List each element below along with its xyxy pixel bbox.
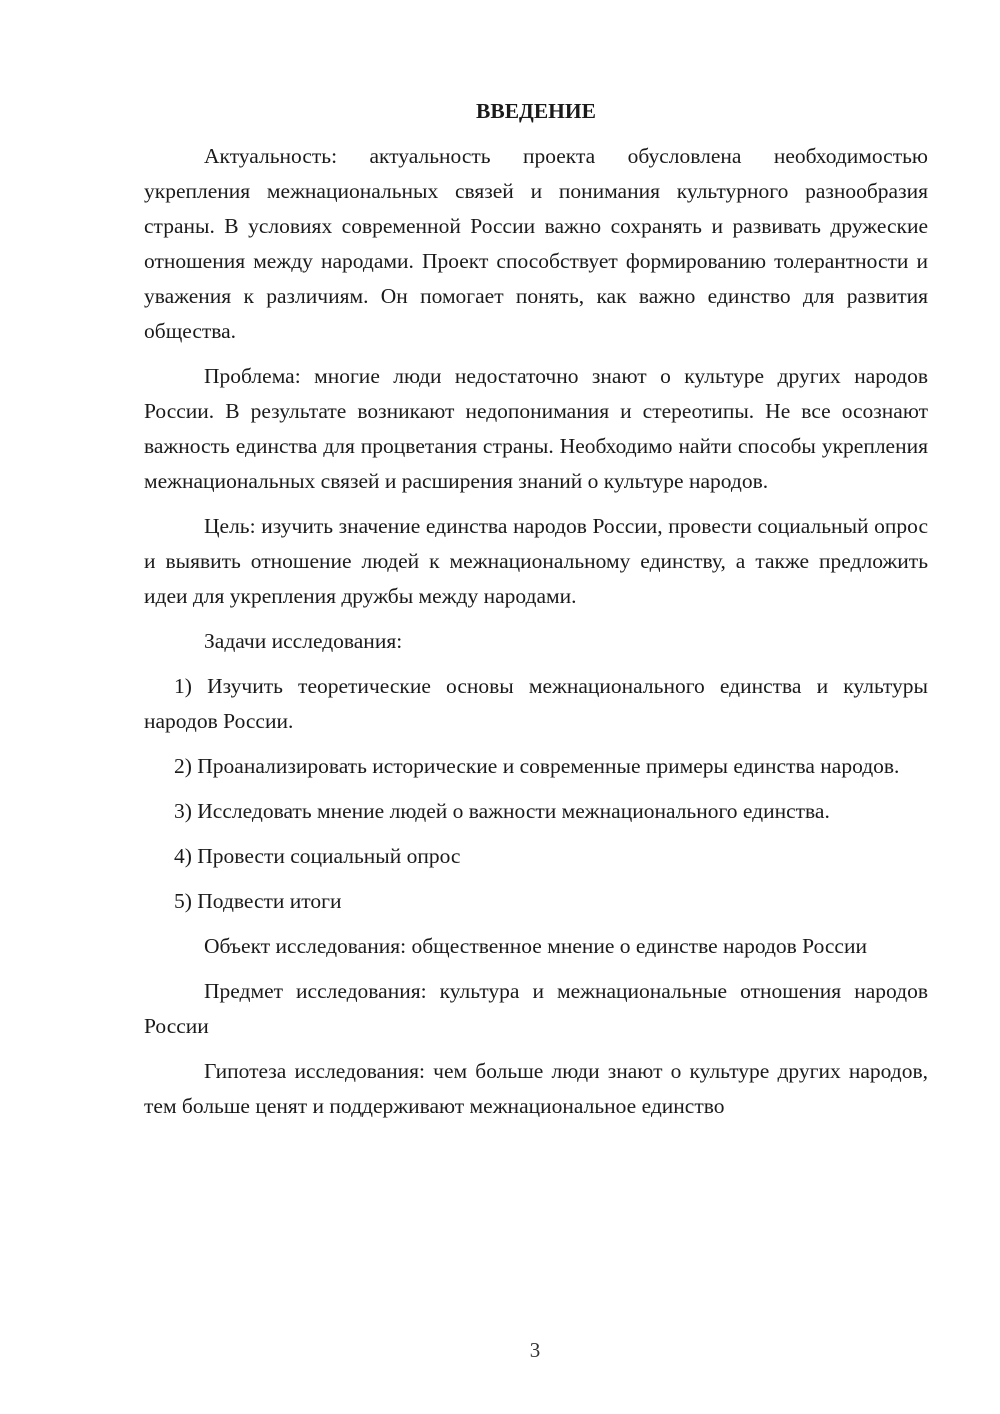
- task-item-1: 1) Изучить теоретические основы межнационального единства и культуры народов России.: [144, 674, 928, 733]
- tasks-heading: Задачи исследования:: [204, 629, 403, 653]
- problem-paragraph: Проблема: многие люди недостаточно знают о культуре других народов России. В результате возникают недопонимания и стереотипы. Не все осознают важность единства для процветания страны. Необходимо найти способы укрепления межнациональных связей и расширения знаний о культуре народов.: [144, 364, 928, 493]
- page-content: [144, 94, 928, 1124]
- task-item-5: 5) Подвести итоги: [174, 889, 342, 913]
- relevance-paragraph: Актуальность: актуальность проекта обусловлена необходимостью укрепления межнациональных связей и понимания культурного разнообразия страны. В условиях современной России важно сохранять и развивать дружеские отношения между народами. Проект способствует формированию толерантности и уважения к различиям. Он помогает понять, как важно единство для развития общества.: [144, 144, 928, 343]
- page-number: 3: [529, 1338, 541, 1362]
- goal-paragraph: Цель: изучить значение единства народов России, провести социальный опрос и выявить отношение людей к межнациональному единству, а также предложить идеи для укрепления дружбы между народами.: [144, 514, 928, 608]
- section-title: ВВЕДЕНИЕ: [476, 99, 596, 123]
- hypothesis-paragraph: Гипотеза исследования: чем больше люди знают о культуре других народов, тем больше ценят и поддерживают межнациональное единство: [144, 1059, 928, 1118]
- object-paragraph: Объект исследования: общественное мнение о единстве народов России: [204, 934, 867, 958]
- task-item-3: 3) Исследовать мнение людей о важности межнационального единства.: [174, 799, 830, 823]
- subject-paragraph: Предмет исследования: культура и межнациональные отношения народов России: [144, 979, 928, 1038]
- task-item-2: 2) Проанализировать исторические и современные примеры единства народов.: [174, 754, 900, 778]
- task-item-4: 4) Провести социальный опрос: [174, 844, 461, 868]
